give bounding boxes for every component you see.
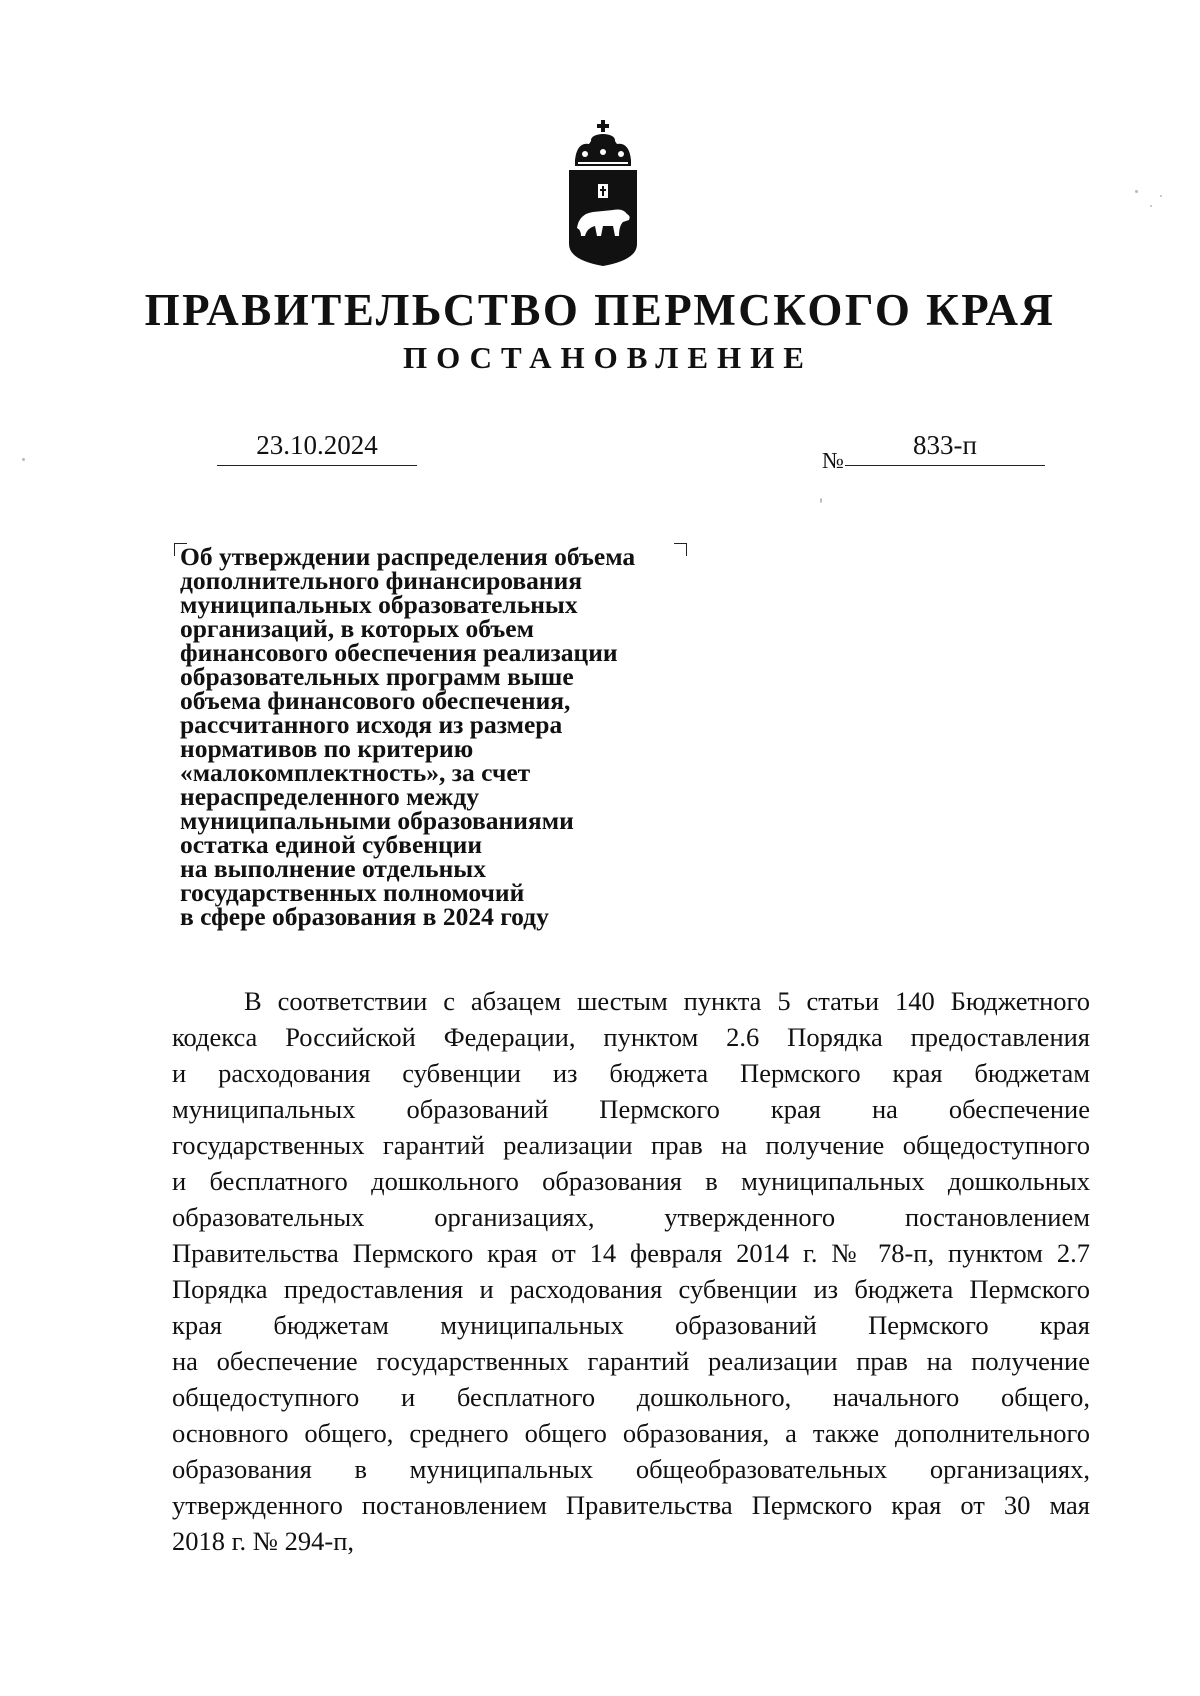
document-number: 833-п (845, 430, 1045, 466)
decree-preamble (172, 983, 1090, 1559)
subject-line: муниципальных образовательных (180, 590, 578, 619)
body-line: образовательных организациях, утвержденного постановлением (172, 1202, 1090, 1232)
document-date: 23.10.2024 (217, 430, 417, 466)
subject-line: организаций, в которых объем (180, 614, 534, 643)
decree-subject (180, 542, 740, 931)
body-line: на обеспечение государственных гарантий реализации прав на получение (172, 1346, 1090, 1376)
subject-line: на выполнение отдельных (180, 854, 486, 883)
body-line: и бесплатного дошкольного образования в муниципальных дошкольных (172, 1166, 1090, 1196)
body-line: Порядка предоставления и расходования субвенции из бюджета Пермского (172, 1274, 1090, 1304)
subject-line: дополнительного финансирования (180, 566, 583, 595)
body-line: края бюджетам муниципальных образований Пермского края (172, 1310, 1090, 1340)
number-sign: № (822, 448, 844, 473)
body-line: кодекса Российской Федерации, пунктом 2.6 Порядка предоставления (172, 1022, 1090, 1052)
subject-line: нормативов по критерию (180, 734, 474, 763)
scan-speck (22, 458, 25, 461)
scan-speck (820, 498, 822, 503)
subject-line: муниципальными образованиями (180, 806, 574, 835)
body-line: Правительства Пермского края от 14 февраля 2014 г. № 78-п, пунктом 2.7 (172, 1238, 1090, 1268)
body-line: общедоступного и бесплатного дошкольного, начального общего, (172, 1382, 1090, 1412)
scan-speck (1150, 205, 1152, 207)
subject-line: Об утверждении распределения объема (180, 542, 636, 571)
body-line: муниципальных образований Пермского края на обеспечение (172, 1094, 1090, 1124)
perm-krai-coat-of-arms-icon (563, 116, 643, 268)
subject-line: образовательных программ выше (180, 662, 574, 691)
body-line: государственных гарантий реализации прав на получение общедоступного (172, 1130, 1090, 1160)
subject-line: рассчитанного исходя из размера (180, 710, 563, 739)
government-title: ПРАВИТЕЛЬСТВО ПЕРМСКОГО КРАЯ (144, 285, 1056, 335)
subject-line: государственных полномочий (180, 878, 525, 907)
body-line: основного общего, среднего общего образования, а также дополнительного (172, 1418, 1090, 1448)
scan-speck (1160, 195, 1162, 197)
body-line: В соответствии с абзацем шестым пункта 5 статьи 140 Бюджетного (244, 986, 1090, 1016)
subject-line: объема финансового обеспечения, (180, 686, 571, 715)
body-line: 2018 г. № 294-п, (172, 1526, 355, 1556)
subject-line: «малокомплектность», за счет (180, 758, 531, 787)
subject-line: финансового обеспечения реализации (180, 638, 618, 667)
subject-line: остатка единой субвенции (180, 830, 483, 859)
subject-line: в сфере образования в 2024 году (180, 902, 549, 931)
subject-line: нераспределенного между (180, 782, 479, 811)
body-line: утвержденного постановлением Правительства Пермского края от 30 мая (172, 1490, 1090, 1520)
body-line: образования в муниципальных общеобразовательных организациях, (172, 1454, 1090, 1484)
scan-speck (1135, 190, 1138, 193)
body-line: и расходования субвенции из бюджета Пермского края бюджетам (172, 1058, 1090, 1088)
document-type: ПОСТАНОВЛЕНИЕ (403, 340, 813, 375)
